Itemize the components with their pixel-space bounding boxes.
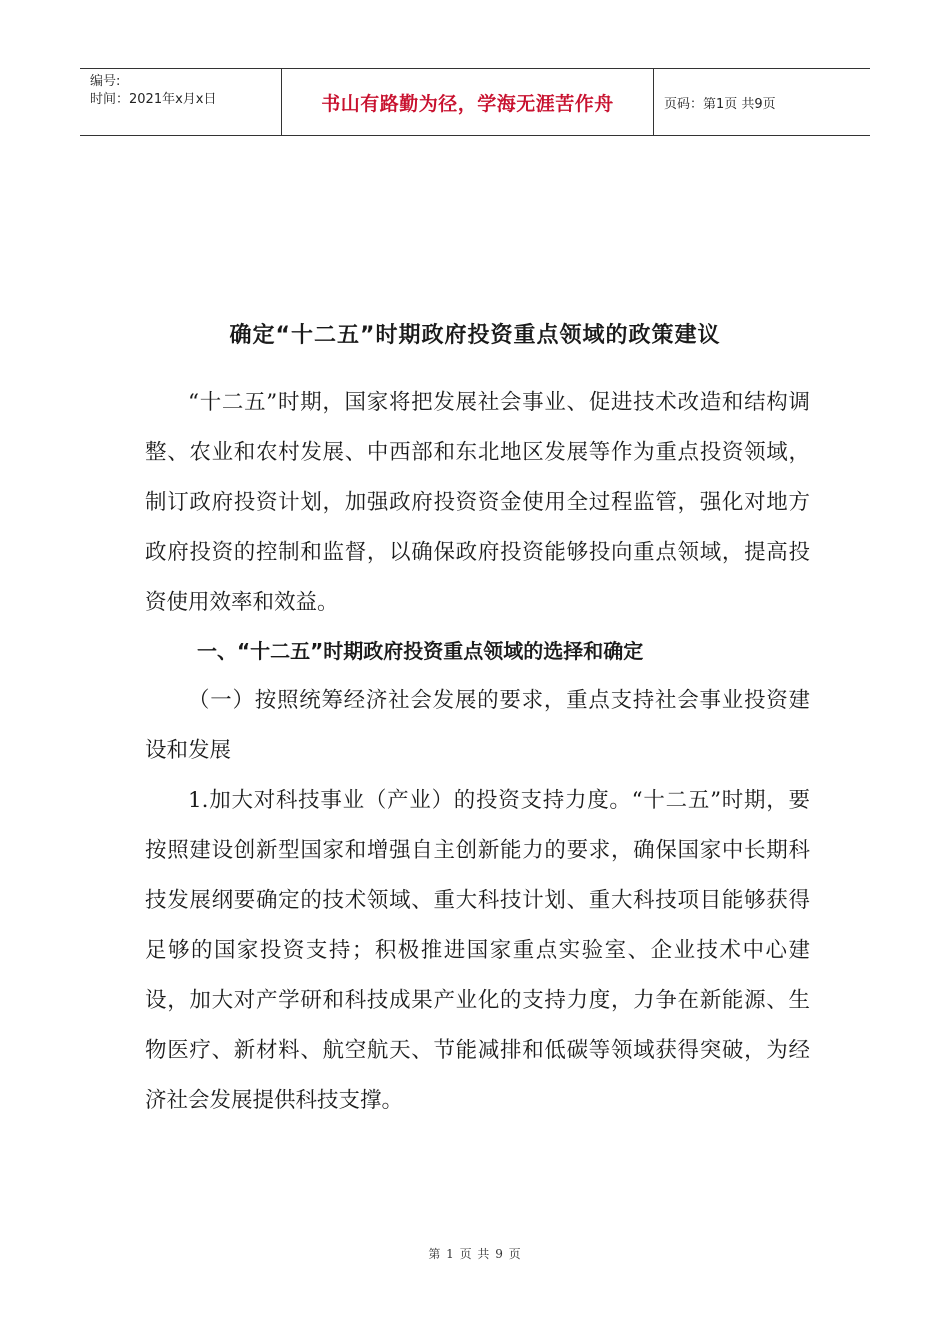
document-header <box>80 68 870 136</box>
document-number-label: 编号: <box>90 74 121 89</box>
header-page-code: 页码：第1页 共9页 <box>664 96 776 112</box>
subsection-heading-1: （一）按照统筹经济社会发展的要求，重点支持社会事业投资建设和发展 <box>145 688 810 763</box>
header-motto: 书山有路勤为径，学海无涯苦作舟 <box>282 69 654 135</box>
section-heading-1: 一、“十二五”时期政府投资重点领域的选择和确定 <box>197 639 644 663</box>
paragraph-science-investment: 1.加大对科技事业（产业）的投资支持力度。“十二五”时期，要按照建设创新型国家和增强自主创新能力的要求，确保国家中长期科技发展纲要确定的技术领域、重大科技计划、重大科技项目能够获得足够的国家投资支持；积极推进国家重点实验室、企业技术中心建设，加大对产学研和科技成果产业化的支持力度，力争在新能源、生物医疗、新材料、航空航天、节能减排和低碳等领域获得突破，为经济社会发展提供科技支撑。 <box>145 788 810 1113</box>
paragraph-intro: “十二五”时期，国家将把发展社会事业、促进技术改造和结构调整、农业和农村发展、中西部和东北地区发展等作为重点投资领域，制订政府投资计划，加强政府投资资金使用全过程监管，强化对地方政府投资的控制和监督，以确保政府投资能够投向重点领域，提高投资使用效率和效益。 <box>145 390 810 615</box>
header-meta <box>80 69 282 135</box>
page-footer: 第 1 页 共 9 页 <box>428 1247 522 1261</box>
document-title: 确定“十二五”时期政府投资重点领域的政策建议 <box>229 323 721 348</box>
document-time-label: 时间：2021年x月x日 <box>90 92 217 107</box>
